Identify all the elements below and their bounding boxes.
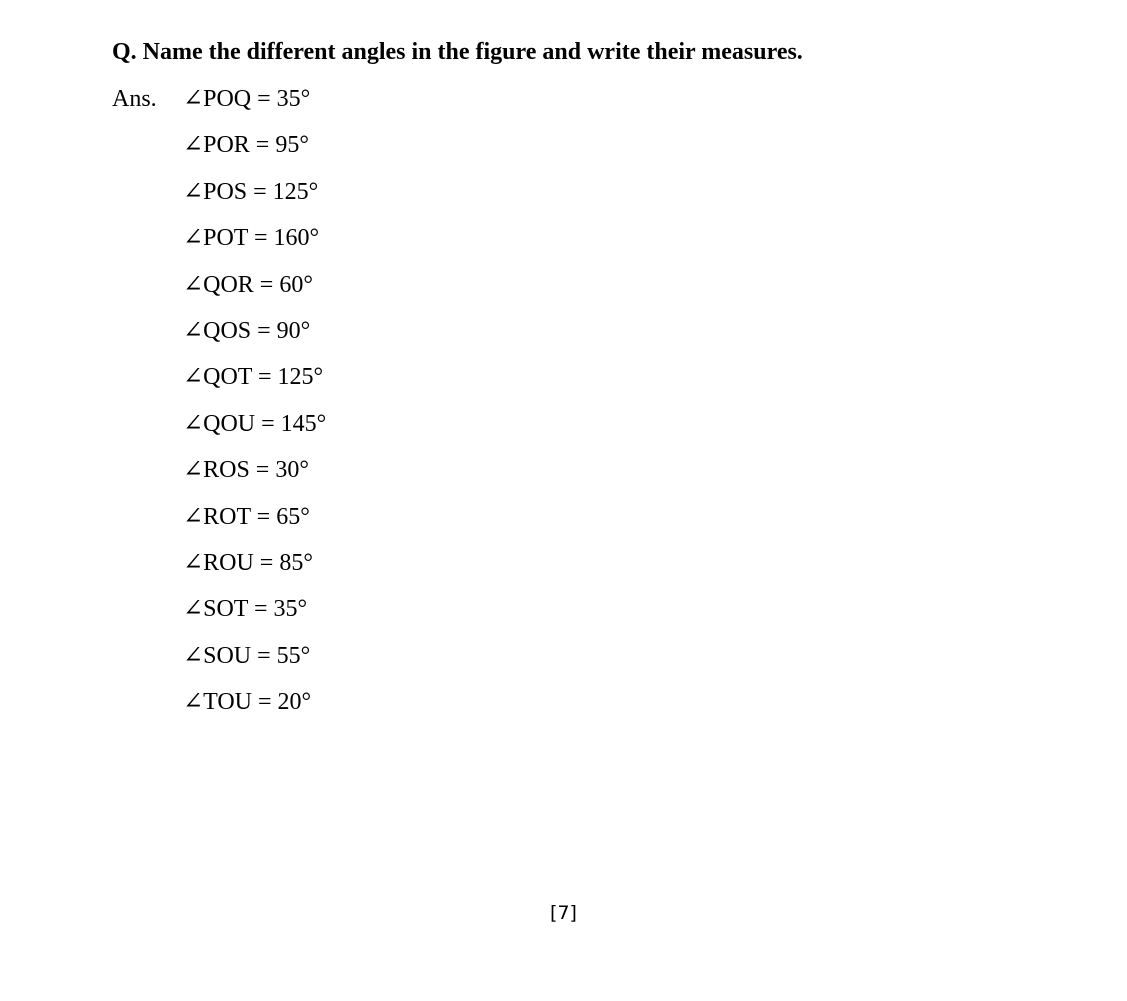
answer-list [183, 83, 326, 732]
answer-item: ∠TOU = 20° [183, 689, 312, 716]
answer-item: ∠QOR = 60° [183, 271, 313, 298]
answer-item: ∠QOT = 125° [183, 364, 324, 391]
answer-item: ∠POR = 95° [183, 132, 309, 159]
answer-item: ∠ROT = 65° [183, 503, 310, 530]
answer-item: ∠SOU = 55° [183, 642, 311, 669]
answer-label: Ans. [112, 86, 157, 112]
answer-item: ∠QOU = 145° [183, 410, 327, 437]
answer-item: ∠POT = 160° [183, 225, 320, 252]
answer-item: ∠QOS = 90° [183, 317, 311, 344]
page-number: [7] [550, 902, 577, 924]
question-text: Q. Name the different angles in the figure and write their measures. [112, 39, 803, 65]
answer-item: ∠ROU = 85° [183, 549, 313, 576]
answer-item: ∠POS = 125° [183, 178, 319, 205]
answer-item: ∠POQ = 35° [183, 86, 311, 112]
answer-item: ∠SOT = 35° [183, 596, 308, 623]
answer-item: ∠ROS = 30° [183, 457, 309, 484]
